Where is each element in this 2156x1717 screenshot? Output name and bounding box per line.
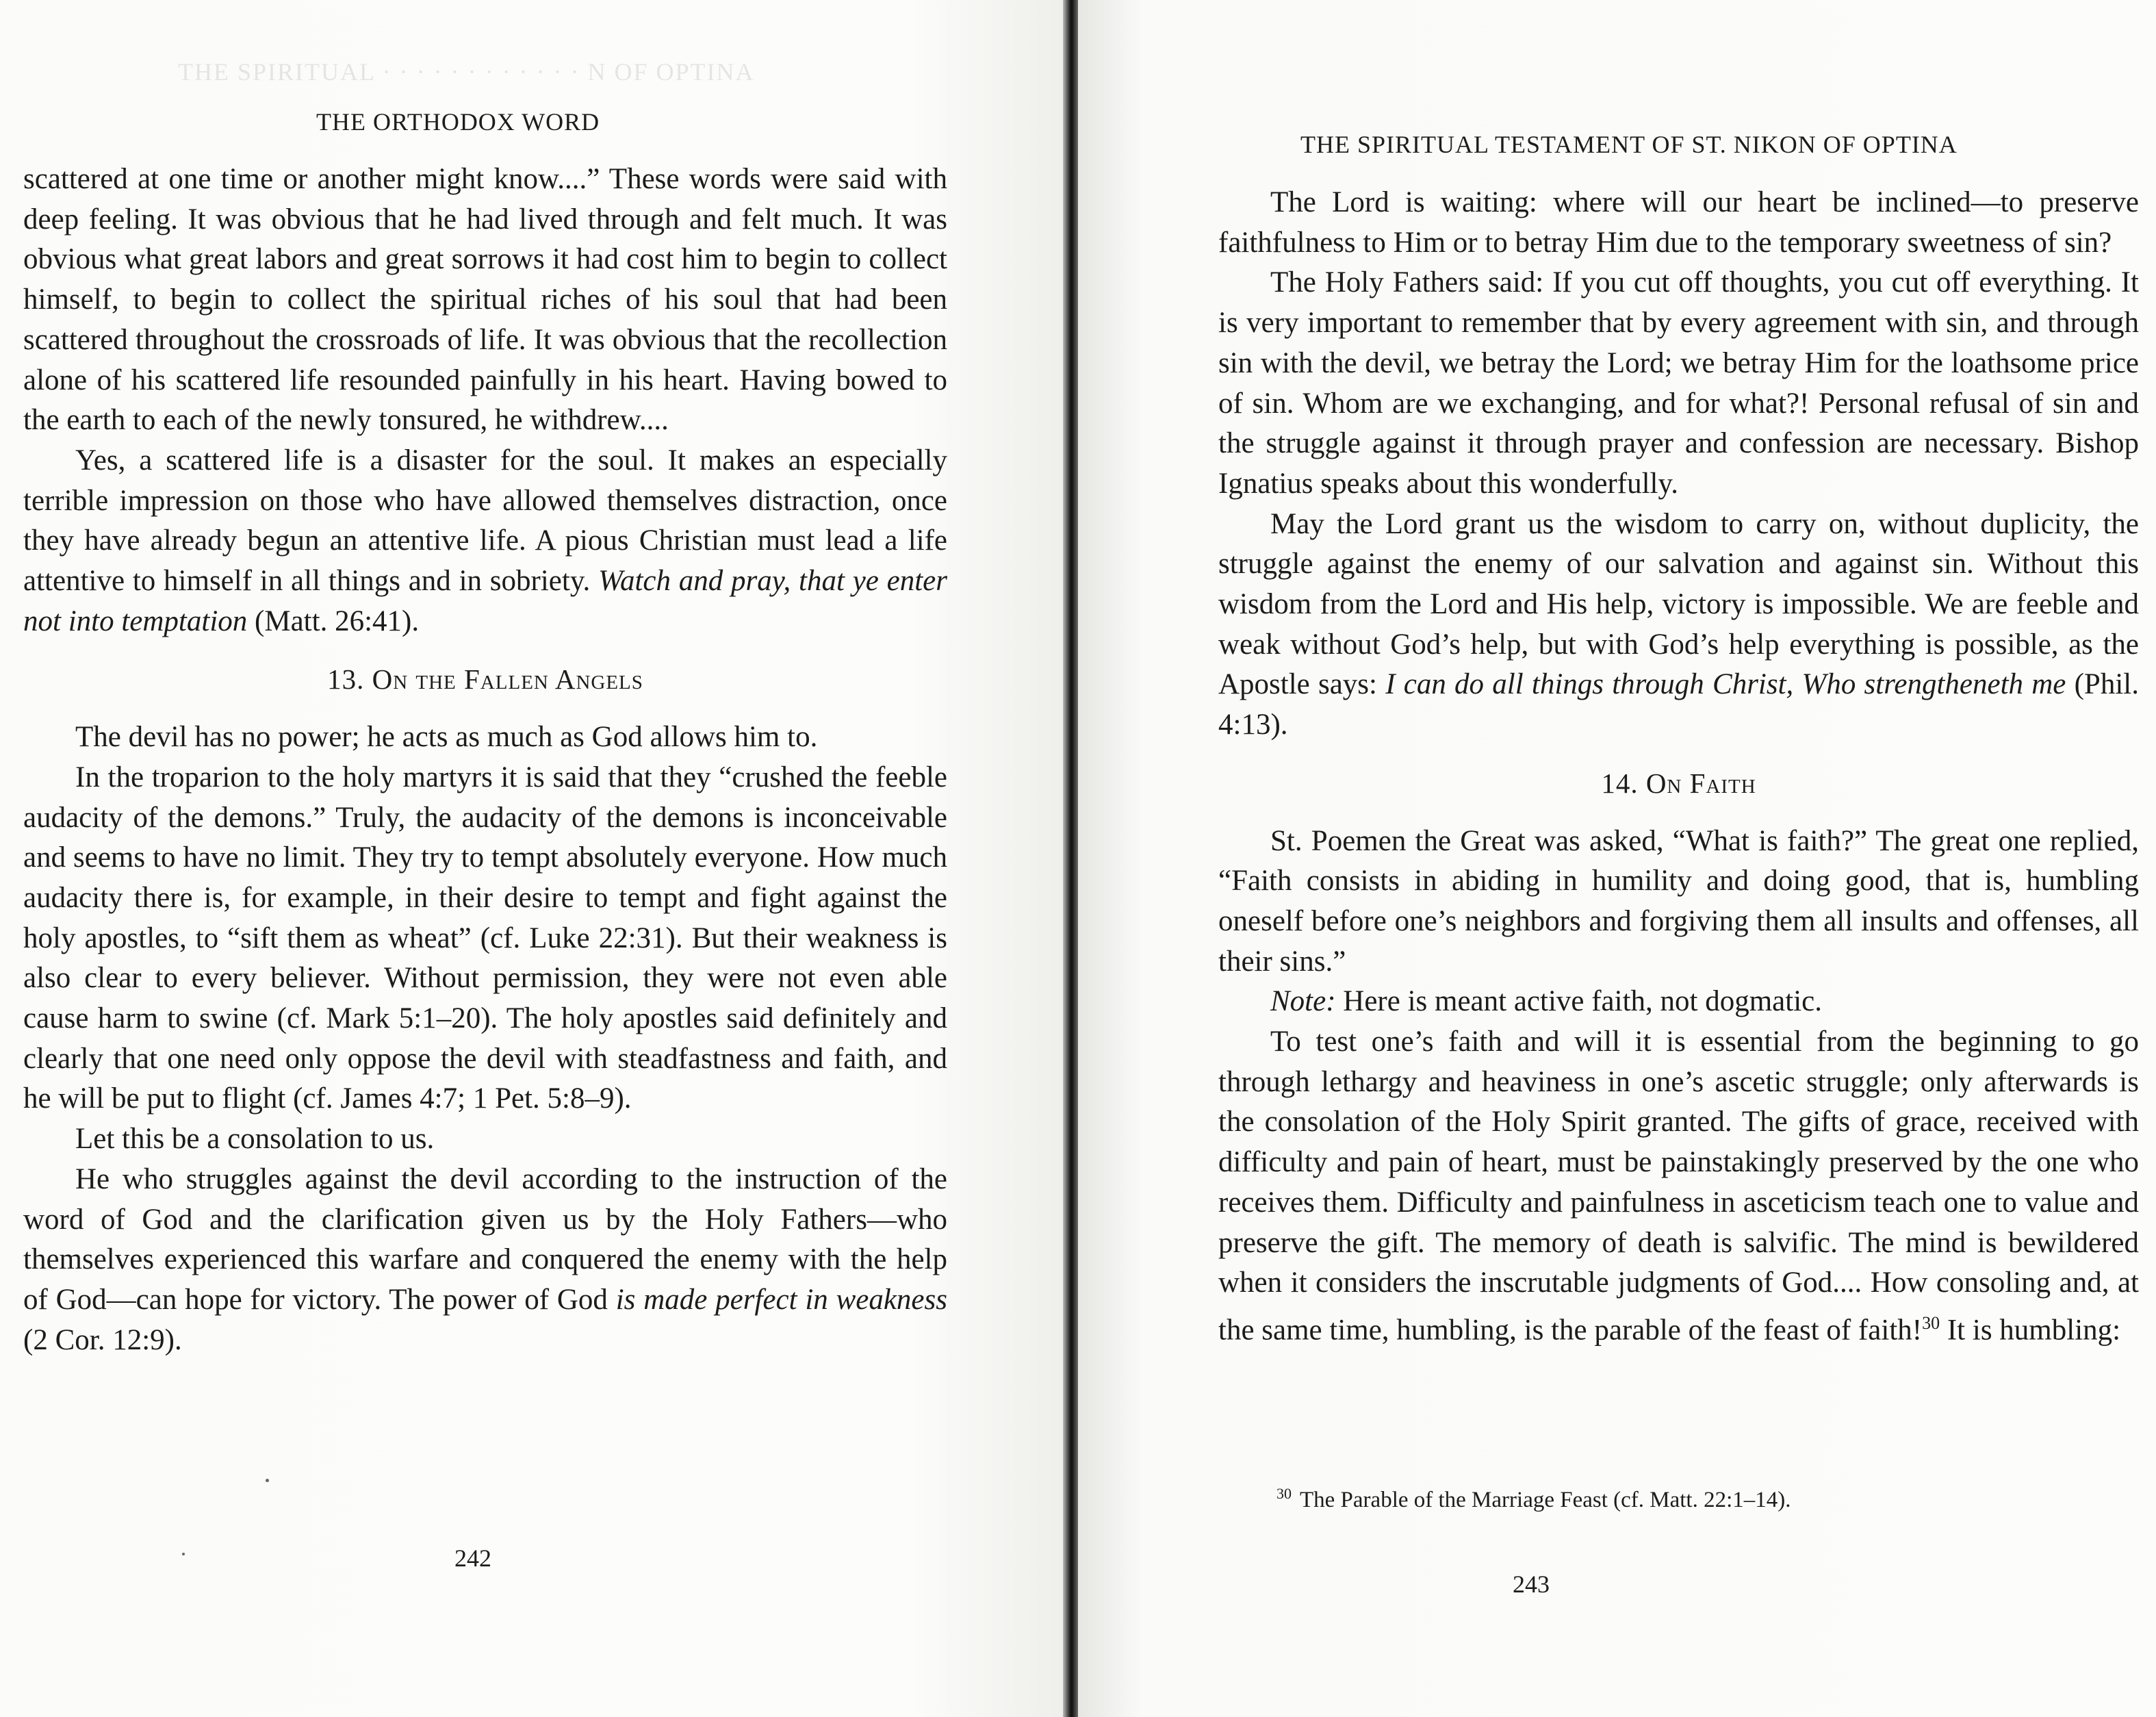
dust-speck [266,1479,269,1482]
paragraph-devil-power: The devil has no power; he acts as much as God allows him to. [75,721,818,754]
paragraph-scattered-life: Yes, a scattered life is a disaster for the soul. It makes an especially terrible impression on those who have allowed themselves distraction, once they have already begun an attentive life. A pious Christian must lead a life attentive to himself in all things and in sobriety. Watch and pray, that ye enter not into temptation (Matt. 26:41). [23,444,947,637]
right-page-number: 243 [1513,1570,1550,1598]
left-text-block [23,160,947,1360]
footnote-number: 30 [1276,1485,1292,1502]
paragraph-scattered: scattered at one time or another might know....” These words were said with deep feeling. It was obvious that he had lived through and felt much. It was obvious what great labors and great sorrows it had cost him to begin to collect himself, to begin to collect the spiritual riches of his soul that had been scattered throughout the crossroads of life. It was obvious that the recollection alone of his scattered life resounded painfully in his heart. Having bowed to the earth to each of the newly tonsured, he withdrew.... [23,163,947,437]
book-gutter [1063,0,1079,1717]
paragraph-note: Note: Here is meant active faith, not dogmatic. [1270,985,1822,1018]
dust-speck [182,1553,185,1555]
show-through-text: THE SPIRITUAL · · · · · · · · · · · · N OF OPTINA [178,58,755,86]
right-text-block [1218,183,2139,1351]
paragraph-wisdom: May the Lord grant us the wisdom to carry on, without duplicity, the struggle against the enemy of our salvation and against sin. Without this wisdom from the Lord and His help, victory is impossible. We are feeble and weak without God’s help, but with God’s help everything is possible, as the Apostle says: I can do all things through Christ, Who strengtheneth me (Phil. 4:13). [1218,507,2139,741]
paragraph-consolation: Let this be a consolation to us. [75,1123,435,1156]
footnote-reference: 30 [1922,1312,1940,1333]
section-title-fallen-angels: 13. On the Fallen Angels [327,663,643,696]
paragraph-troparion: In the troparion to the holy martyrs it is said that they “crushed the feeble audacity of the demons.” Truly, the audacity of the demons is inconceivable and seems to have no limit. They try to tempt absolutely everyone. How much audacity there is, for example, in their desire to tempt and fight against the holy apostles, to “sift them as wheat” (cf. Luke 22:31). But their weakness is also clear to every believer. Without permission, they were not even able cause harm to swine (cf. Mark 5:1–20). The holy apostles said definitely and clearly that one need only oppose the devil with steadfastness and faith, and he will be put to flight (cf. James 4:7; 1 Pet. 5:8–9). [23,761,947,1115]
paragraph-lord-waiting: The Lord is waiting: where will our heart be inclined—to preserve faithfulness to Him or to betray Him due to the temporary sweetness of sin? [1218,186,2139,259]
right-page [1078,0,2156,1717]
paragraph-struggles: He who struggles against the devil according to the instruction of the word of God and the clarification given us by the Holy Fathers—who themselves experienced this warfare and conquered the enemy with the help of God—can hope for victory. The power of God is made perfect in weakness (2 Cor. 12:9). [23,1162,947,1356]
paragraph-holy-fathers: The Holy Fathers said: If you cut off thoughts, you cut off everything. It is very important to remember that by every agreement with sin, and through sin with the devil, we betray the Lord; we betray Him for the loathsome price of sin. Whom are we exchanging, and for what?! Personal refusal of sin and the struggle against it through prayer and confession are necessary. Bishop Ignatius speaks about this wonderfully. [1218,266,2139,500]
footnote [1276,1485,1791,1513]
right-running-head: THE SPIRITUAL TESTAMENT OF ST. NIKON OF OPTINA [1300,131,1958,158]
footnote-text: The Parable of the Marriage Feast (cf. Matt. 22:1–14). [1300,1488,1791,1512]
left-page-number: 242 [454,1544,491,1572]
paragraph-test-faith: To test one’s faith and will it is essential from the beginning to go through lethargy and heaviness in one’s ascetic struggle; only afterwards is the consolation of the Holy Spirit granted. The gifts of grace, received with difficulty and pain of heart, must be painstakingly preserved by the one who receives them. Difficulty and painfulness in asceticism teach one to value and preserve the gift. The memory of death is salvific. The mind is bewildered when it considers the inscrutable judgments of God.... How consoling and, at the same time, humbling, is the parable of the feast of faith!$^{30}$ It is humbling: [1218,1026,2139,1347]
paragraph-poemen: St. Poemen the Great was asked, “What is faith?” The great one replied, “Faith consists in abiding in humility and doing good, that is, humbling oneself before one’s neighbors and forgiving them all insults and offenses, all their sins.” [1218,824,2139,978]
section-title-on-faith: 14. On Faith [1601,767,1756,799]
left-running-head: THE ORTHODOX WORD [316,108,600,136]
left-page [0,0,1068,1717]
